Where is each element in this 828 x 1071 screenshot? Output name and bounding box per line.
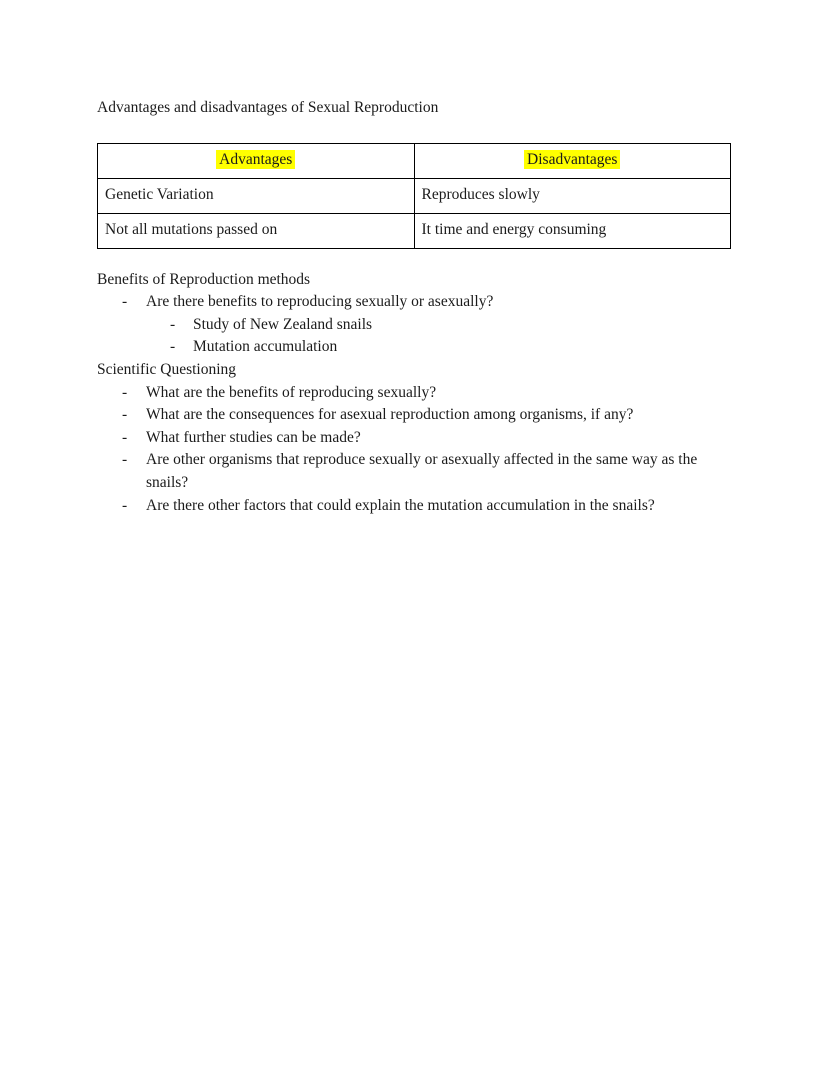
list-item-text: Study of New Zealand snails [193, 315, 373, 333]
bullet-dash: - [170, 338, 176, 356]
section-heading-benefits: Benefits of Reproduction methods [97, 270, 311, 288]
table-cell-genetic-variation: Genetic Variation [98, 178, 415, 213]
list-item-text: What are the benefits of reproducing sexually? [146, 383, 437, 401]
list-item [97, 314, 731, 337]
bullet-dash: - [122, 383, 128, 401]
table-cell-mutations-passed: Not all mutations passed on [98, 213, 415, 248]
list-item [97, 336, 731, 359]
list-item [97, 427, 731, 450]
list-item [97, 404, 731, 427]
bullet-dash: - [122, 428, 128, 446]
list-item [97, 449, 731, 494]
list-item-text: What are the consequences for asexual reproduction among organisms, if any? [146, 406, 634, 424]
section-heading-scientific-questioning: Scientific Questioning [97, 360, 237, 378]
list-item [97, 291, 731, 314]
list-item-text: Mutation accumulation [193, 338, 338, 356]
list-item [97, 382, 731, 405]
table-row [98, 178, 731, 213]
table-header-advantages [98, 143, 415, 178]
table-row [98, 213, 731, 248]
bullet-dash: - [122, 451, 128, 469]
table-header-disadvantages [414, 143, 731, 178]
advantages-disadvantages-table [97, 143, 731, 249]
list-item-text: Are there other factors that could explain the mutation accumulation in the snails? [146, 496, 655, 514]
document-title: Advantages and disadvantages of Sexual Reproduction [97, 99, 439, 116]
notes-section [97, 269, 731, 518]
bullet-dash: - [122, 496, 128, 514]
highlight-disadvantages: Disadvantages [524, 150, 620, 169]
table-cell-time-energy: It time and energy consuming [414, 213, 731, 248]
list-item-text: Are other organisms that reproduce sexually or asexually affected in the same way as the snails? [146, 451, 698, 491]
table-cell-reproduces-slowly: Reproduces slowly [414, 178, 731, 213]
bullet-dash: - [122, 293, 128, 311]
list-item [97, 495, 731, 518]
list-item-text: Are there benefits to reproducing sexually or asexually? [146, 293, 494, 311]
highlight-advantages: Advantages [216, 150, 295, 169]
bullet-dash: - [122, 406, 128, 424]
bullet-dash: - [170, 315, 176, 333]
list-item-text: What further studies can be made? [146, 428, 361, 446]
table-header-row [98, 143, 731, 178]
